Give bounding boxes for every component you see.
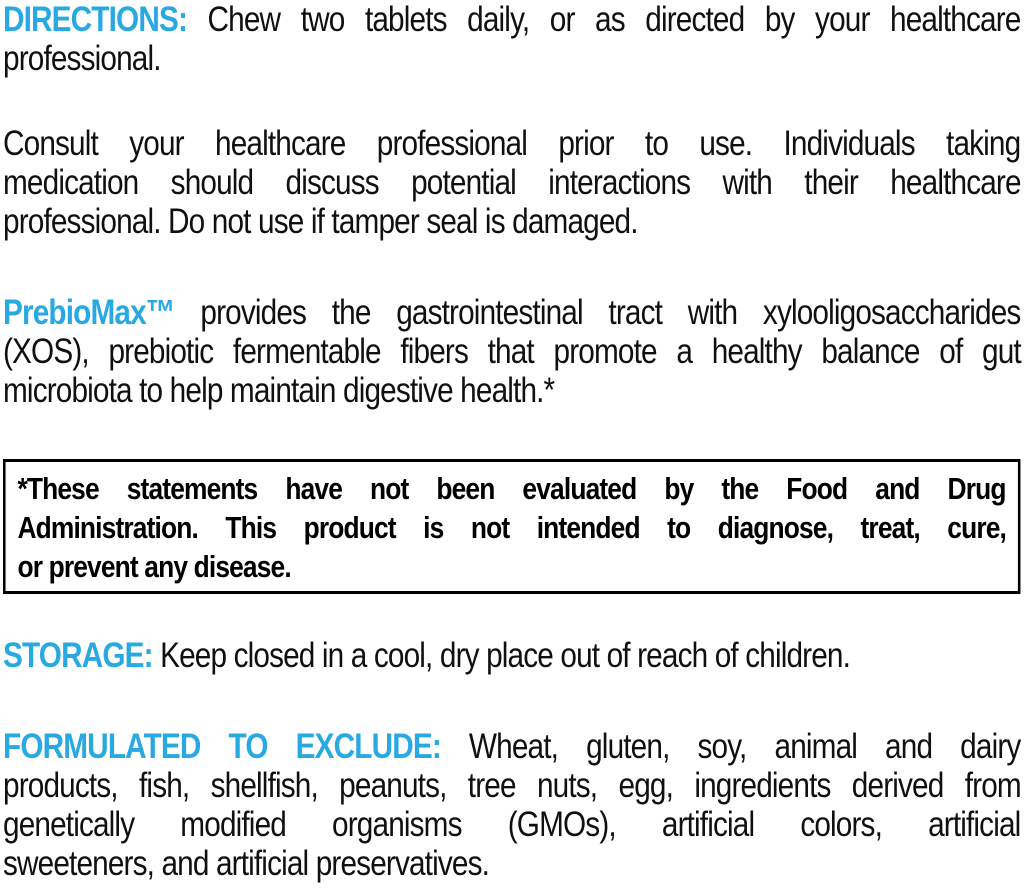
storage-line-1: STORAGE: Keep closed in a cool, dry place out of reach of children. [3,636,851,675]
formulated-to-exclude-heading: FORMULATED TO EXCLUDE: [3,727,441,766]
directions-line-2: professional. [3,39,161,78]
formulated-to-exclude-line-4: sweeteners, and artificial preservatives. [3,844,490,883]
storage-heading: STORAGE: [3,636,153,675]
formulated-to-exclude-line-2: products, fish, shellfish, peanuts, tree nuts, egg, ingredients derived from [3,766,1021,805]
formulated-to-exclude-line-1: FORMULATED TO EXCLUDE: Wheat, gluten, soy, animal and dairy [3,727,1021,766]
prebiomax-description-heading: PrebioMax™ [3,293,175,332]
consult-warning-line-2: medication should discuss potential interactions with their healthcare [3,163,1021,202]
consult-warning-line-1: Consult your healthcare professional prior to use. Individuals taking [3,124,1021,163]
fda-disclaimer-line-3: or prevent any disease. [17,549,291,584]
prebiomax-description-line-3: microbiota to help maintain digestive health.* [3,371,555,410]
consult-warning-line-3: professional. Do not use if tamper seal is damaged. [3,202,638,241]
formulated-to-exclude-line-3: genetically modified organisms (GMOs), artificial colors, artificial [3,805,1021,844]
directions-line-1: DIRECTIONS: Chew two tablets daily, or as directed by your healthcare [3,0,1021,39]
prebiomax-description-line-1: PrebioMax™ provides the gastrointestinal tract with xylooligosaccharides [3,293,1021,332]
fda-disclaimer-line-1: *These statements have not been evaluated by the Food and Drug [17,471,1006,506]
directions-section [3,0,1020,78]
consult-warning-section [3,124,1020,241]
directions-heading: DIRECTIONS: [3,0,188,39]
prebiomax-description-line-2: (XOS), prebiotic fermentable fibers that promote a healthy balance of gut [3,332,1021,371]
prebiomax-description-section [3,293,1020,410]
fda-disclaimer-line-2: Administration. This product is not intended to diagnose, treat, cure, [17,510,1007,545]
supplement-label-panel [3,0,1020,883]
fda-disclaimer-box [3,459,1020,594]
storage-section [3,636,1020,675]
formulated-to-exclude-section [3,727,1020,883]
